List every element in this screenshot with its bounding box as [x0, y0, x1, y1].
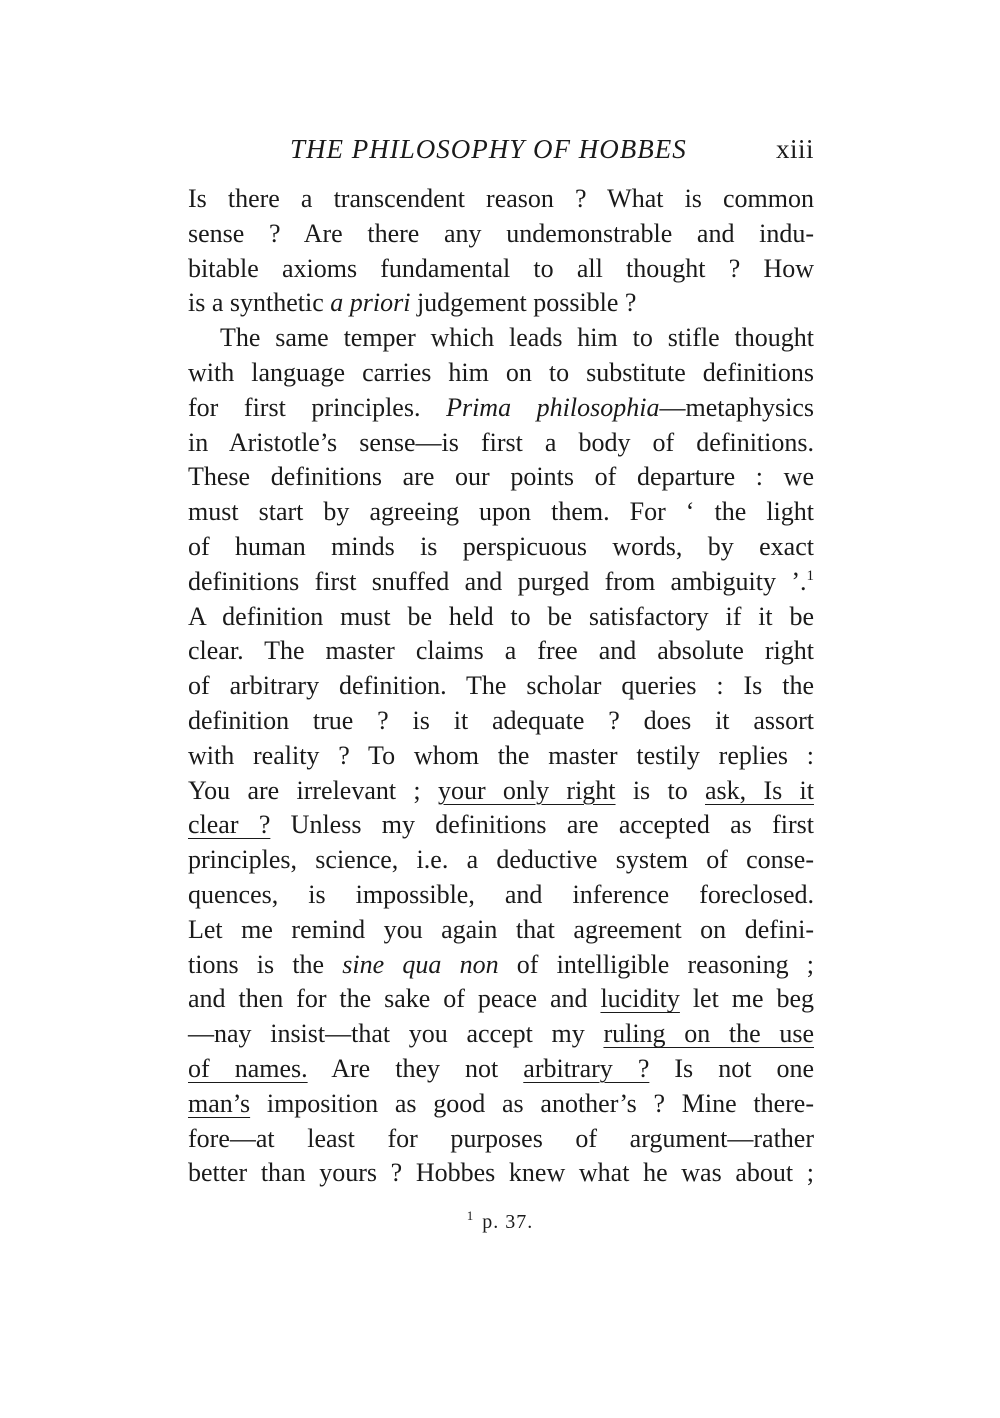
page-number: xiii	[775, 134, 814, 164]
text-line: clear. The master claims a free and absolute right	[188, 636, 814, 666]
text-line: tions is the sine qua non of intelligible reasoning ;	[188, 949, 814, 979]
italic-phrase: Prima philosophia	[446, 392, 660, 422]
body-text	[188, 182, 814, 1191]
italic-phrase: a priori	[330, 288, 411, 318]
paragraph-start-line: The same temper which leads him to stifle thought	[220, 323, 814, 353]
text-line: better than yours ? Hobbes knew what he was about ;	[188, 1158, 814, 1188]
text-line: definition true ? is it adequate ? does it assort	[188, 705, 814, 735]
footnote-reference: 1	[806, 567, 814, 584]
text-line: quences, is impossible, and inference foreclosed.	[188, 879, 814, 909]
footnote-text: p. 37.	[482, 1211, 534, 1233]
text-line: bitable axioms fundamental to all thought ? How	[188, 253, 814, 283]
text-line: definitions first snuffed and purged from ambiguity ’.$^1$	[188, 566, 814, 596]
text-line: You are irrelevant ; your only right is to ask, Is it	[188, 775, 814, 805]
underlined-phrase: ask, Is it	[705, 775, 814, 805]
text-line: man’s imposition as good as another’s ? Mine there-	[188, 1088, 814, 1118]
text-line: of names. Are they not arbitrary ? Is not one	[188, 1053, 814, 1083]
text-line: fore—at least for purposes of argument—rather	[188, 1123, 814, 1153]
footnote	[0, 1208, 1000, 1234]
underlined-phrase: arbitrary ?	[523, 1053, 650, 1083]
underlined-phrase: of names.	[188, 1053, 308, 1083]
text-line: with language carries him on to substitute definitions	[188, 357, 814, 387]
text-line: for first principles. Prima philosophia—metaphysics	[188, 392, 814, 422]
text-line: must start by agreeing upon them. For ‘ the light	[188, 497, 814, 527]
footnote-marker: 1	[466, 1208, 475, 1223]
underlined-phrase: lucidity	[600, 984, 680, 1014]
underlined-phrase: man’s	[188, 1088, 251, 1118]
running-head	[188, 134, 814, 170]
underlined-phrase: your only right	[437, 775, 616, 805]
text-line: with reality ? To whom the master testily replies :	[188, 740, 814, 770]
text-line: Is there a transcendent reason ? What is common	[188, 184, 814, 213]
text-line: sense ? Are there any undemonstrable and indu-	[188, 218, 814, 248]
text-line: and then for the sake of peace and lucidity let me beg	[188, 984, 814, 1014]
underlined-phrase: clear ?	[188, 810, 271, 840]
text-line: Let me remind you again that agreement on defini-	[188, 914, 814, 944]
text-line: A definition must be held to be satisfactory if it be	[188, 601, 814, 631]
text-line: clear ? Unless my definitions are accepted as first	[188, 810, 814, 840]
underlined-phrase: ruling on the use	[603, 1019, 814, 1049]
text-line: of human minds is perspicuous words, by exact	[188, 531, 814, 561]
text-line: principles, science, i.e. a deductive system of conse-	[188, 845, 814, 875]
text-line: is a synthetic a priori judgement possible ?	[188, 288, 637, 318]
running-title: THE PHILOSOPHY OF HOBBES	[290, 134, 687, 164]
text-line: in Aristotle’s sense—is first a body of definitions.	[188, 427, 814, 457]
text-line: These definitions are our points of departure : we	[188, 462, 814, 492]
italic-phrase: sine qua non	[342, 949, 499, 979]
text-line: —nay insist—that you accept my ruling on the use	[188, 1019, 814, 1049]
text-line: of arbitrary definition. The scholar queries : Is the	[188, 671, 814, 701]
